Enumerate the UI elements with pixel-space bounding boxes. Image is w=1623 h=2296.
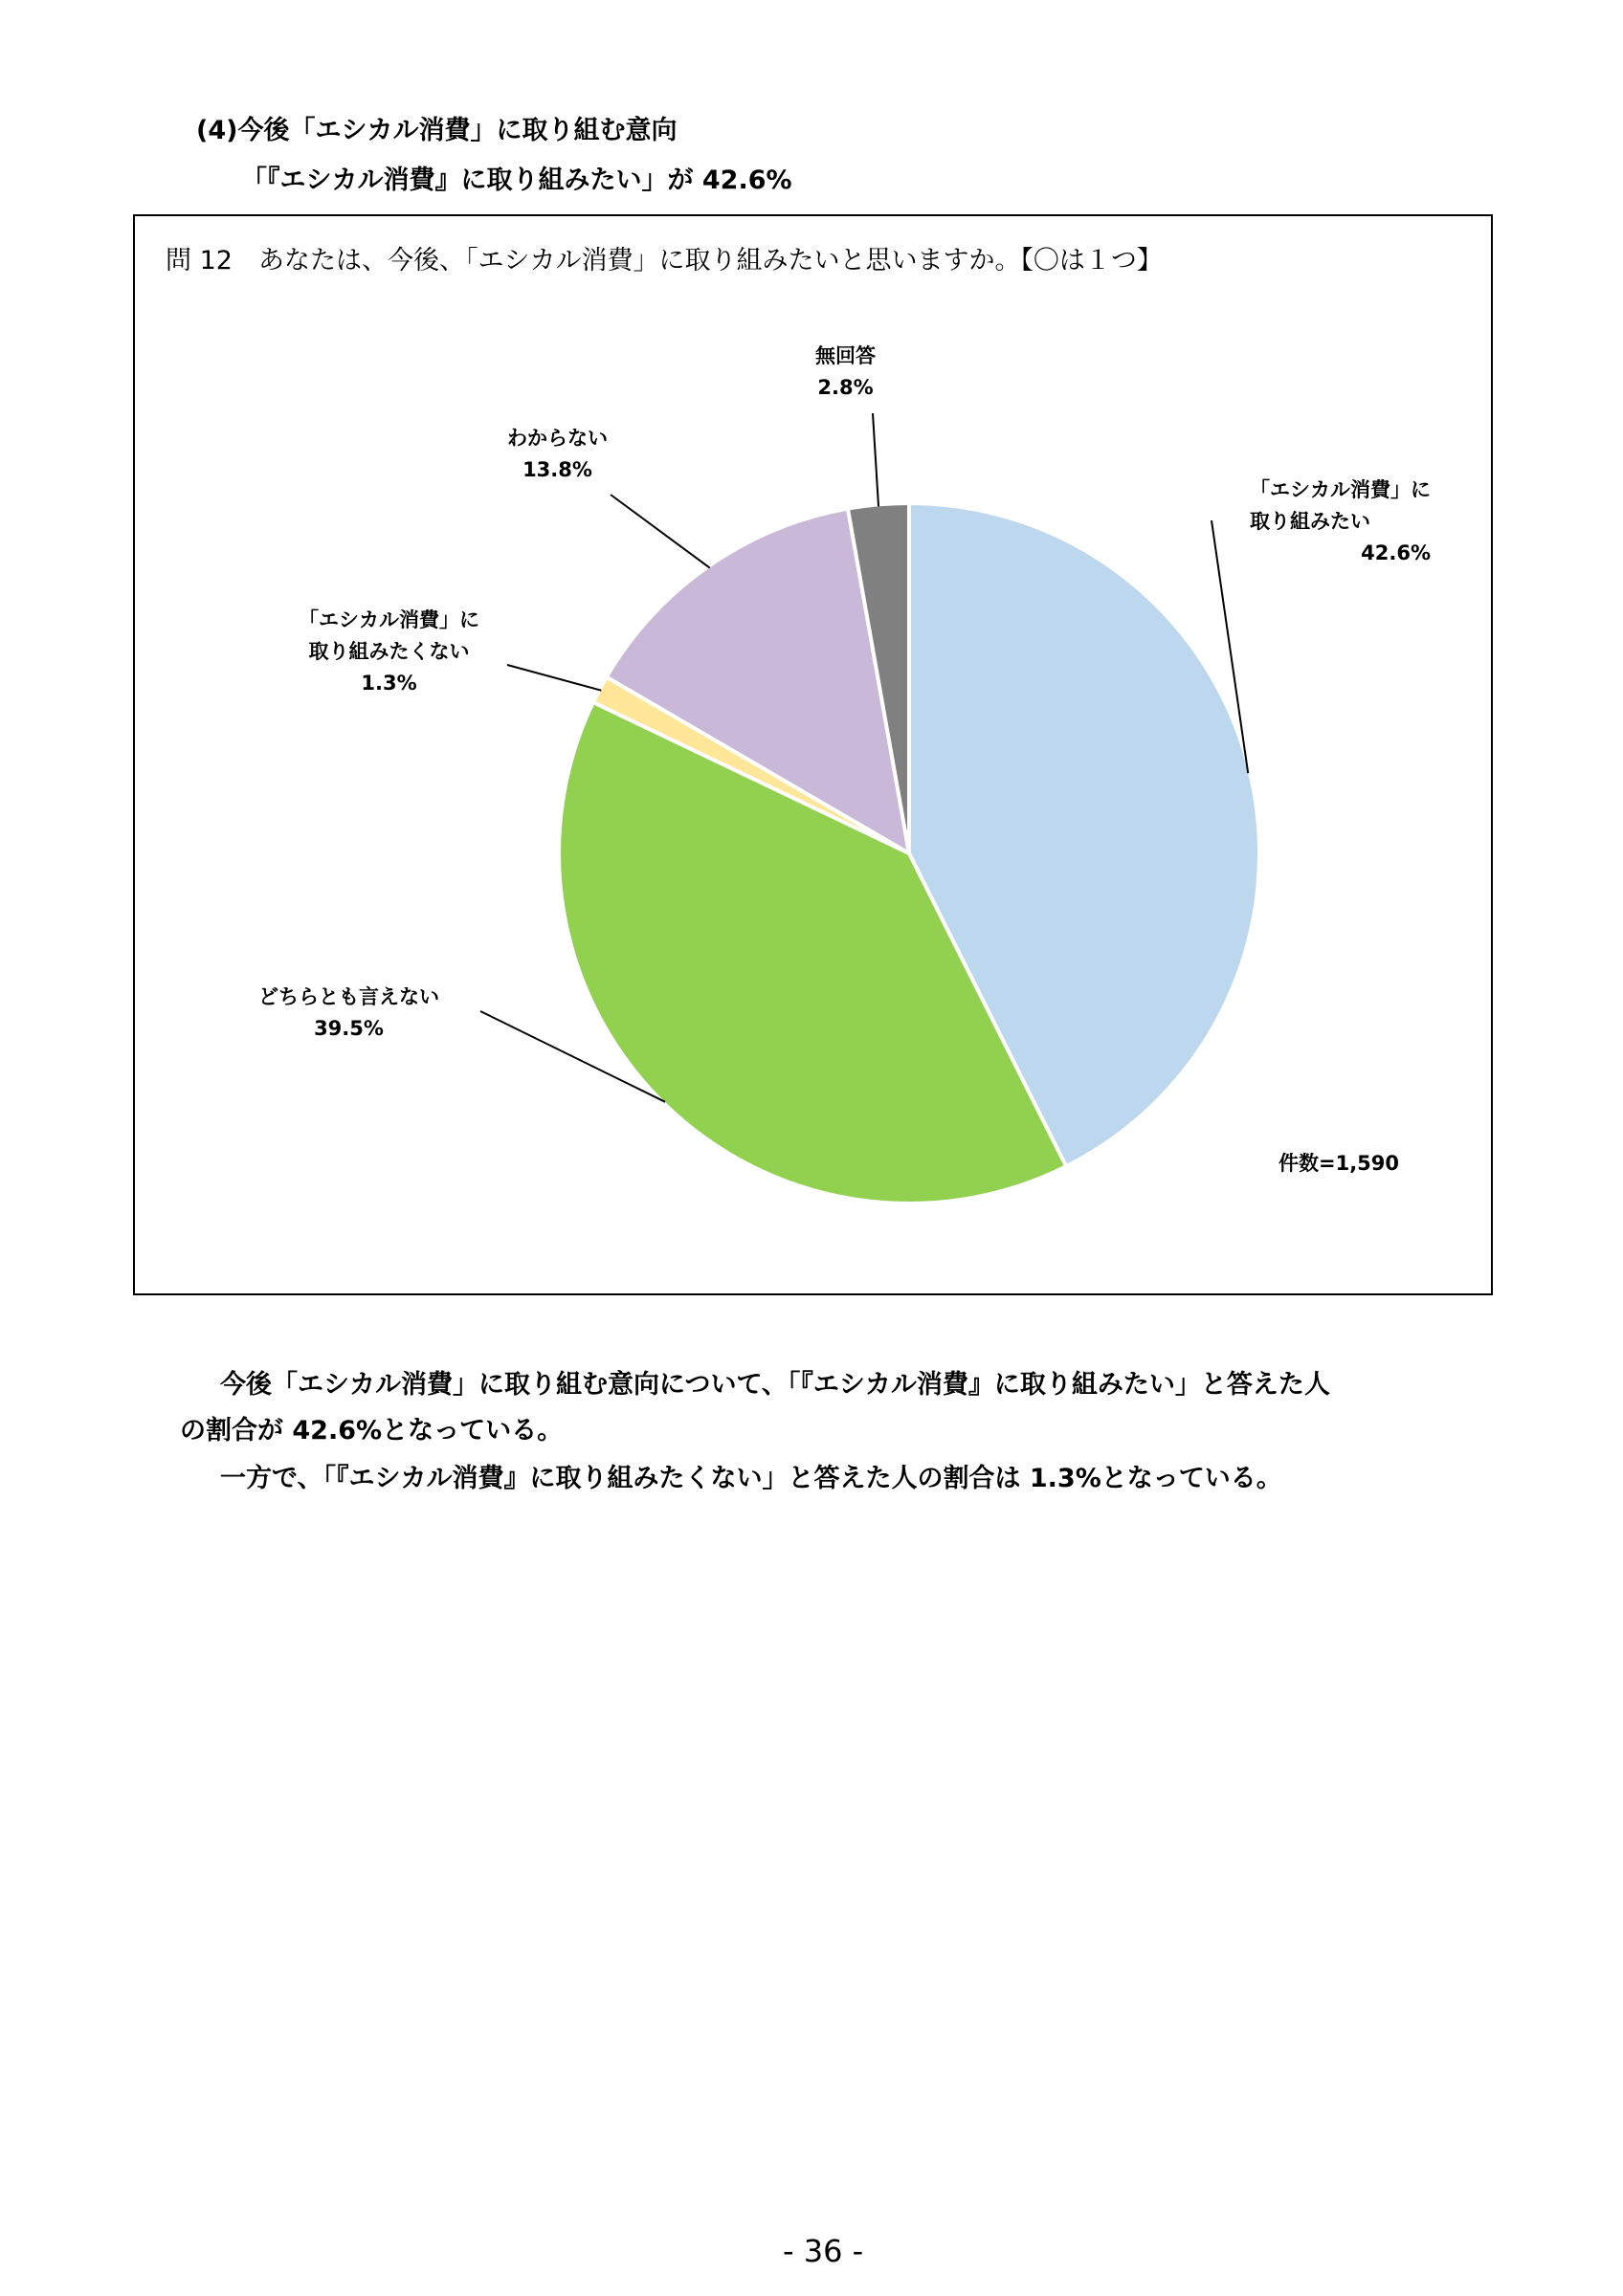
slice-value-label: 2.8% — [817, 376, 874, 399]
slice-value-label: 39.5% — [314, 1017, 384, 1040]
slice-label-no-answer — [815, 341, 876, 404]
slice-label-want — [1250, 475, 1431, 569]
slice-value-label: 13.8% — [522, 458, 592, 481]
section-subheading: 「『エシカル消費』に取り組みたい」が 42.6% — [241, 166, 792, 195]
body-paragraph-line: の割合が 42.6%となっている。 — [180, 1416, 564, 1446]
slice-name-line: 無回答 — [815, 344, 876, 367]
slice-name-line: 「エシカル消費」に — [1250, 478, 1431, 501]
section-heading: (4)今後「エシカル消費」に取り組む意向 — [196, 116, 678, 145]
slice-name-line: わからない — [507, 427, 608, 450]
slice-value-label: 1.3% — [361, 672, 417, 695]
slice-name-line: 取り組みたくない — [308, 640, 470, 663]
slice-label-not-want — [299, 605, 479, 699]
slice-name-line: 取り組みたい — [1250, 510, 1370, 533]
leader-line — [507, 665, 601, 691]
count-label: 件数=1,590 — [1278, 1152, 1400, 1175]
slice-label-neutral — [258, 982, 439, 1045]
leader-line — [873, 413, 878, 506]
slice-name-line: 「エシカル消費」に — [299, 608, 479, 631]
slice-value-label: 42.6% — [1361, 541, 1431, 564]
page-number: - 36 - — [783, 2233, 864, 2269]
leader-line — [611, 495, 710, 568]
slice-name-line: どちらとも言えない — [258, 985, 439, 1008]
body-paragraph-line: 一方で、「『エシカル消費』に取り組みたくない」と答えた人の割合は 1.3%となっている。 — [220, 1464, 1282, 1493]
question-text: 問 12 あなたは、今後、「エシカル消費」に取り組みたいと思いますか。【〇は１つ】 — [166, 246, 1163, 276]
body-paragraph-line: 今後「エシカル消費」に取り組む意向について、「『エシカル消費』に取り組みたい」と答えた人 — [220, 1370, 1330, 1400]
slice-label-dont-know — [507, 423, 608, 486]
